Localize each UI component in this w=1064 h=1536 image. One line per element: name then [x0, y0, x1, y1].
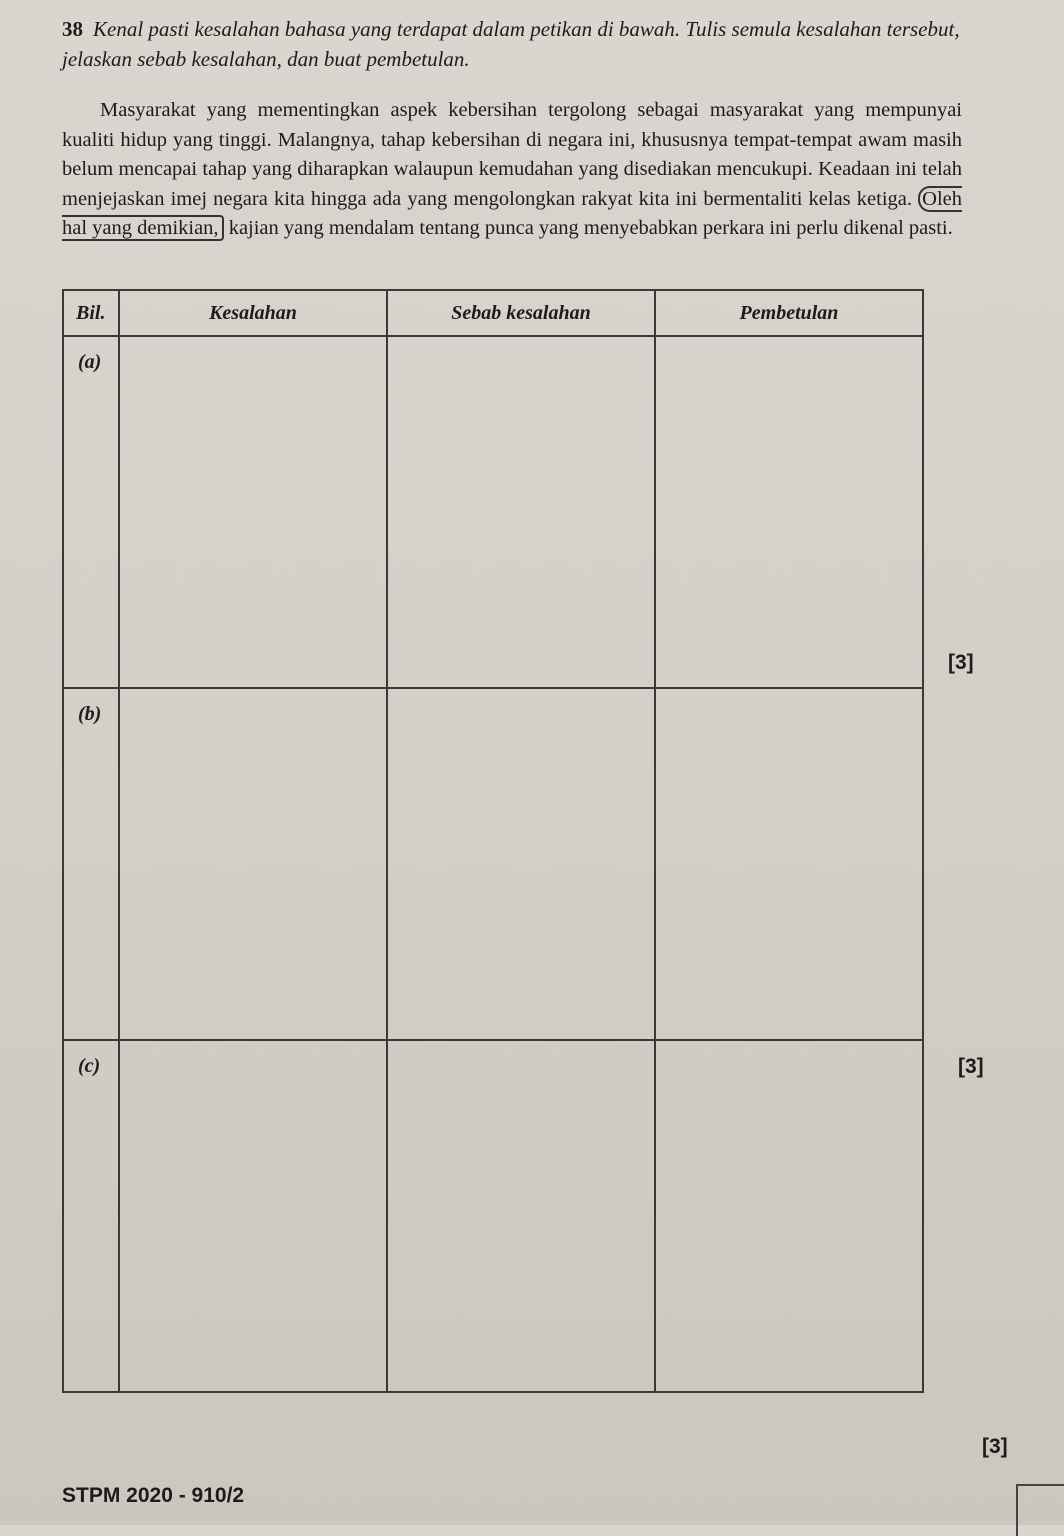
corner-box	[1016, 1484, 1064, 1536]
table-row	[63, 688, 923, 1040]
answer-cell-kesalahan-a[interactable]	[119, 336, 387, 688]
answer-cell-sebab-b[interactable]	[387, 688, 655, 1040]
answer-cell-kesalahan-c[interactable]	[119, 1040, 387, 1392]
marks-b: [3]	[958, 1055, 984, 1078]
table-row	[63, 1040, 923, 1392]
table-row	[63, 336, 923, 688]
header-sebab-kesalahan: Sebab kesalahan	[387, 290, 655, 336]
row-label-a: (a)	[63, 336, 119, 688]
marks-c: [3]	[982, 1435, 1008, 1458]
answer-cell-pembetulan-c[interactable]	[655, 1040, 923, 1392]
paper-code: STPM 2020 - 910/2	[62, 1484, 245, 1507]
marks-a: [3]	[948, 651, 974, 674]
answer-cell-pembetulan-a[interactable]	[655, 336, 923, 688]
header-pembetulan: Pembetulan	[655, 290, 923, 336]
header-kesalahan: Kesalahan	[119, 290, 387, 336]
table-header-row	[63, 290, 923, 336]
passage-text-2: kajian yang mendalam tentang punca yang menyebabkan perkara ini perlu dikenal pasti.	[223, 217, 953, 239]
answer-cell-sebab-c[interactable]	[387, 1040, 655, 1392]
row-label-c: (c)	[63, 1040, 119, 1392]
row-label-b: (b)	[63, 688, 119, 1040]
answer-cell-sebab-a[interactable]	[387, 336, 655, 688]
question-number: 38	[62, 17, 83, 41]
passage	[62, 96, 962, 244]
header-bil: Bil.	[63, 290, 119, 336]
passage-text-1: Masyarakat yang mementingkan aspek kebersihan tergolong sebagai masyarakat yang mempunyai kualiti hidup yang tinggi. Malangnya, tahap kebersihan di negara ini, khususnya tempat-tempat awam masih belum mencapai tahap yang diharapkan walaupun kemudahan yang disediakan mencukupi. Keadaan ini telah menjejaskan imej negara kita hingga ada yang mengolongkan rakyat kita ini bermentaliti kelas ketiga.	[62, 99, 962, 210]
answer-cell-kesalahan-b[interactable]	[119, 688, 387, 1040]
question-instruction	[62, 14, 962, 74]
answer-cell-pembetulan-b[interactable]	[655, 688, 923, 1040]
question-text: Kenal pasti kesalahan bahasa yang terdapat dalam petikan di bawah. Tulis semula kesalahan tersebut, jelaskan sebab kesalahan, dan buat pembetulan.	[62, 17, 960, 71]
answer-table	[62, 289, 924, 1393]
passage-circled-phrase: Oleh hal yang demikian,	[62, 187, 962, 239]
